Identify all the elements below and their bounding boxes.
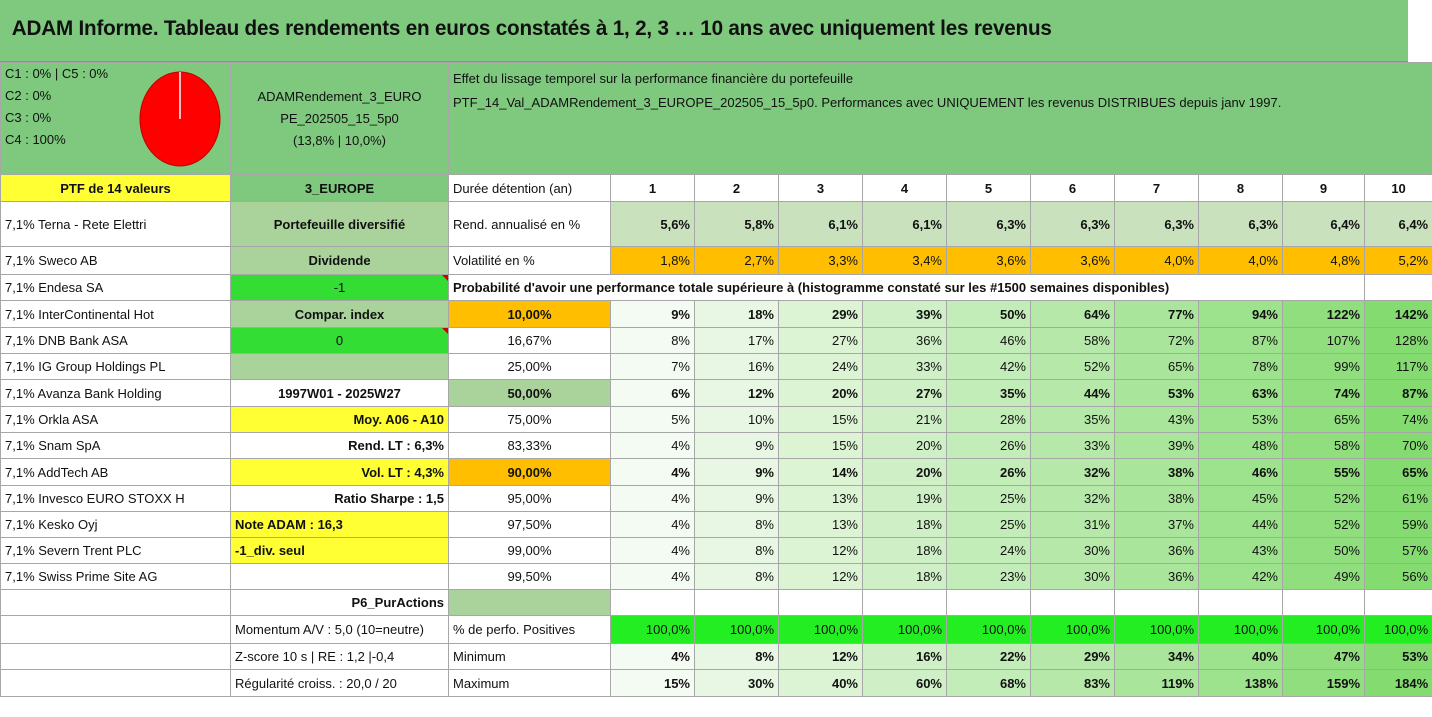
vol-value: 4,0% — [1199, 247, 1283, 275]
holding-name: 7,1% AddTech AB — [1, 459, 231, 486]
prob-value: 18% — [695, 301, 779, 328]
prob-value: 42% — [947, 354, 1031, 380]
prob-value: 117% — [1365, 354, 1432, 380]
prob-value: 52% — [1031, 354, 1115, 380]
empty-cell — [1199, 590, 1283, 616]
prob-value: 10% — [695, 407, 779, 433]
allocation-line-1: C1 : 0% | C5 : 0% — [5, 66, 109, 81]
prob-heading-row — [1, 275, 1432, 301]
holding-name: 7,1% Invesco EURO STOXX H — [1, 486, 231, 512]
prob-value: 9% — [695, 486, 779, 512]
empty-cell — [1, 590, 231, 616]
positive-value: 100,0% — [863, 616, 947, 644]
rend-value: 6,3% — [1115, 202, 1199, 247]
minimum-value: 16% — [863, 644, 947, 670]
prob-value: 58% — [1031, 328, 1115, 354]
prob-value: 39% — [1115, 433, 1199, 459]
prob-value: 29% — [779, 301, 863, 328]
diversified-label: Portefeuille diversifié — [231, 202, 449, 247]
prob-value: 20% — [779, 380, 863, 407]
minimum-value: 12% — [779, 644, 863, 670]
prob-value: 30% — [1031, 564, 1115, 590]
prob-value: 50% — [947, 301, 1031, 328]
duration-header: 9 — [1283, 175, 1365, 202]
prob-value: 6% — [611, 380, 695, 407]
duration-header: 1 — [611, 175, 695, 202]
prob-value: 44% — [1199, 512, 1283, 538]
prob-value: 43% — [1115, 407, 1199, 433]
prob-value: 27% — [863, 380, 947, 407]
probability-level: 99,00% — [449, 538, 611, 564]
empty-cell — [1, 616, 231, 644]
prob-value: 45% — [1199, 486, 1283, 512]
prob-value: 13% — [779, 486, 863, 512]
probability-level: 83,33% — [449, 433, 611, 459]
prob-value: 4% — [611, 512, 695, 538]
empty-cell — [1115, 590, 1199, 616]
positive-value: 100,0% — [947, 616, 1031, 644]
prob-row — [1, 380, 1432, 407]
prob-value: 35% — [1031, 407, 1115, 433]
header-row — [1, 63, 1432, 175]
vol-value: 1,8% — [611, 247, 695, 275]
prob-value: 44% — [1031, 380, 1115, 407]
sharpe-label: Ratio Sharpe : 1,5 — [231, 486, 449, 512]
prob-value: 36% — [1115, 538, 1199, 564]
vol-value: 4,0% — [1115, 247, 1199, 275]
regularite-label: Régularité croiss. : 20,0 / 20 — [231, 670, 449, 697]
prob-heading: Probabilité d'avoir une performance totale supérieure à (histogramme constaté sur les #1500 semaines disponibles) — [449, 275, 1365, 301]
prob-row — [1, 459, 1432, 486]
rend-value: 6,4% — [1365, 202, 1432, 247]
prob-value: 36% — [1115, 564, 1199, 590]
prob-value: 12% — [779, 538, 863, 564]
prob-value: 72% — [1115, 328, 1199, 354]
positive-value: 100,0% — [779, 616, 863, 644]
positive-row — [1, 616, 1432, 644]
prob-value: 17% — [695, 328, 779, 354]
probability-level: 75,00% — [449, 407, 611, 433]
prob-value: 38% — [1115, 459, 1199, 486]
prob-value: 58% — [1283, 433, 1365, 459]
vol-value: 3,6% — [947, 247, 1031, 275]
prob-value: 24% — [779, 354, 863, 380]
description-line-1: Effet du lissage temporel sur la performance financière du portefeuille — [453, 71, 854, 86]
empty-cell — [1, 644, 231, 670]
prob-value: 78% — [1199, 354, 1283, 380]
returns-table — [0, 62, 1432, 697]
probability-level: 16,67% — [449, 328, 611, 354]
prob-value: 87% — [1365, 380, 1432, 407]
note-adam-label: Note ADAM : 16,3 — [231, 512, 449, 538]
minimum-label: Minimum — [449, 644, 611, 670]
empty-cell — [779, 590, 863, 616]
prob-value: 25% — [947, 486, 1031, 512]
momentum-label: Momentum A/V : 5,0 (10=neutre) — [231, 616, 449, 644]
prob-value: 7% — [611, 354, 695, 380]
report-title: ADAM Informe. Tableau des rendements en euros constatés à 1, 2, 3 … 10 ans avec uniquement les revenus — [0, 0, 1408, 62]
prob-value: 46% — [947, 328, 1031, 354]
prob-value: 49% — [1283, 564, 1365, 590]
prob-value: 63% — [1199, 380, 1283, 407]
allocation-cell — [1, 63, 231, 175]
prob-value: 52% — [1283, 512, 1365, 538]
prob-value: 99% — [1283, 354, 1365, 380]
prob-value: 8% — [611, 328, 695, 354]
probability-level: 10,00% — [449, 301, 611, 328]
prob-value: 13% — [779, 512, 863, 538]
compar-index-value: 0 — [231, 328, 449, 354]
minimum-value: 34% — [1115, 644, 1199, 670]
dividende-label: Dividende — [231, 247, 449, 275]
prob-row — [1, 564, 1432, 590]
vol-value: 3,6% — [1031, 247, 1115, 275]
prob-value: 12% — [695, 380, 779, 407]
prob-value: 42% — [1199, 564, 1283, 590]
p6-label: P6_PurActions — [231, 590, 449, 616]
prob-value: 18% — [863, 512, 947, 538]
prob-value: 24% — [947, 538, 1031, 564]
prob-value: 26% — [947, 459, 1031, 486]
duration-header: 2 — [695, 175, 779, 202]
prob-value: 77% — [1115, 301, 1199, 328]
prob-row — [1, 328, 1432, 354]
minimum-value: 22% — [947, 644, 1031, 670]
vol-value: 3,3% — [779, 247, 863, 275]
prob-value: 122% — [1283, 301, 1365, 328]
holding-name: 7,1% Severn Trent PLC — [1, 538, 231, 564]
maximum-value: 40% — [779, 670, 863, 697]
duration-header: 7 — [1115, 175, 1199, 202]
empty-cell — [863, 590, 947, 616]
rend-row — [1, 202, 1432, 247]
prob-value: 14% — [779, 459, 863, 486]
prob-value: 9% — [695, 433, 779, 459]
prob-value: 53% — [1199, 407, 1283, 433]
prob-row — [1, 301, 1432, 328]
vol-label: Volatilité en % — [449, 247, 611, 275]
prob-value: 61% — [1365, 486, 1432, 512]
minimum-row — [1, 644, 1432, 670]
prob-value: 142% — [1365, 301, 1432, 328]
prob-value: 56% — [1365, 564, 1432, 590]
prob-row — [1, 407, 1432, 433]
minimum-value: 53% — [1365, 644, 1432, 670]
duration-header: 5 — [947, 175, 1031, 202]
holding-name: 7,1% Endesa SA — [1, 275, 231, 301]
prob-value: 35% — [947, 380, 1031, 407]
prob-value: 30% — [1031, 538, 1115, 564]
prob-value: 50% — [1283, 538, 1365, 564]
probability-level: 90,00% — [449, 459, 611, 486]
empty-cell — [1365, 590, 1432, 616]
dividende-value: -1 — [231, 275, 449, 301]
prob-value: 4% — [611, 538, 695, 564]
vol-value: 2,7% — [695, 247, 779, 275]
maximum-label: Maximum — [449, 670, 611, 697]
minimum-value: 4% — [611, 644, 695, 670]
prob-value: 21% — [863, 407, 947, 433]
empty-cell — [695, 590, 779, 616]
maximum-value: 68% — [947, 670, 1031, 697]
prob-value: 33% — [1031, 433, 1115, 459]
minimum-value: 29% — [1031, 644, 1115, 670]
prob-value: 36% — [863, 328, 947, 354]
rend-value: 6,3% — [947, 202, 1031, 247]
rend-value: 5,8% — [695, 202, 779, 247]
fund-name-line-2: PE_202505_15_5p0 — [280, 110, 399, 126]
probability-level: 97,50% — [449, 512, 611, 538]
prob-value: 57% — [1365, 538, 1432, 564]
prob-row — [1, 538, 1432, 564]
prob-value: 15% — [779, 433, 863, 459]
prob-value: 32% — [1031, 459, 1115, 486]
holding-name: 7,1% IG Group Holdings PL — [1, 354, 231, 380]
maximum-value: 184% — [1365, 670, 1432, 697]
moy-label: Moy. A06 - A10 — [231, 407, 449, 433]
positive-value: 100,0% — [1365, 616, 1432, 644]
positive-label: % de perfo. Positives — [449, 616, 611, 644]
minimum-value: 40% — [1199, 644, 1283, 670]
duration-header: 6 — [1031, 175, 1115, 202]
prob-value: 9% — [611, 301, 695, 328]
ptf-label: PTF de 14 valeurs — [1, 175, 231, 202]
compar-index-label: Compar. index — [231, 301, 449, 328]
prob-value: 18% — [863, 538, 947, 564]
maximum-value: 15% — [611, 670, 695, 697]
prob-value: 94% — [1199, 301, 1283, 328]
prob-value: 8% — [695, 512, 779, 538]
vol-value: 5,2% — [1365, 247, 1432, 275]
description-cell — [449, 63, 1432, 175]
empty-cell — [449, 590, 611, 616]
holding-name: 7,1% Sweco AB — [1, 247, 231, 275]
rend-value: 6,3% — [1031, 202, 1115, 247]
prob-value: 28% — [947, 407, 1031, 433]
prob-value: 74% — [1283, 380, 1365, 407]
allocation-pie-chart — [137, 69, 223, 169]
prob-value: 32% — [1031, 486, 1115, 512]
prob-value: 37% — [1115, 512, 1199, 538]
duration-header: 3 — [779, 175, 863, 202]
empty-cell — [1, 670, 231, 697]
prob-value: 31% — [1031, 512, 1115, 538]
prob-value: 33% — [863, 354, 947, 380]
prob-value: 8% — [695, 538, 779, 564]
probability-level: 25,00% — [449, 354, 611, 380]
prob-value: 20% — [863, 433, 947, 459]
zscore-label: Z-score 10 s | RE : 1,2 |-0,4 — [231, 644, 449, 670]
prob-value: 4% — [611, 564, 695, 590]
rend-lt-label: Rend. LT : 6,3% — [231, 433, 449, 459]
positive-value: 100,0% — [1199, 616, 1283, 644]
prob-value: 5% — [611, 407, 695, 433]
prob-value: 23% — [947, 564, 1031, 590]
prob-value: 9% — [695, 459, 779, 486]
prob-value: 27% — [779, 328, 863, 354]
prob-value: 52% — [1283, 486, 1365, 512]
maximum-value: 119% — [1115, 670, 1199, 697]
prob-value: 19% — [863, 486, 947, 512]
empty-info-cell — [231, 564, 449, 590]
vol-value: 4,8% — [1283, 247, 1365, 275]
holding-name: 7,1% Orkla ASA — [1, 407, 231, 433]
prob-value: 38% — [1115, 486, 1199, 512]
prob-value: 65% — [1283, 407, 1365, 433]
rend-value: 6,3% — [1199, 202, 1283, 247]
prob-value: 74% — [1365, 407, 1432, 433]
prob-value: 53% — [1115, 380, 1199, 407]
prob-value: 20% — [863, 459, 947, 486]
prob-value: 64% — [1031, 301, 1115, 328]
prob-value: 8% — [695, 564, 779, 590]
rend-value: 6,1% — [779, 202, 863, 247]
maximum-value: 138% — [1199, 670, 1283, 697]
rend-value: 6,1% — [863, 202, 947, 247]
prob-value: 26% — [947, 433, 1031, 459]
prob-row — [1, 433, 1432, 459]
empty-cell — [1365, 275, 1432, 301]
fund-name-cell — [231, 63, 449, 175]
holding-name: 7,1% Avanza Bank Holding — [1, 380, 231, 407]
allocation-line-3: C3 : 0% — [5, 110, 52, 125]
prob-value: 4% — [611, 459, 695, 486]
vol-value: 3,4% — [863, 247, 947, 275]
prob-value: 4% — [611, 486, 695, 512]
duration-header: 10 — [1365, 175, 1432, 202]
rend-label: Rend. annualisé en % — [449, 202, 611, 247]
allocation-line-4: C4 : 100% — [5, 132, 66, 147]
prob-value: 65% — [1365, 459, 1432, 486]
prob-row — [1, 354, 1432, 380]
minimum-value: 8% — [695, 644, 779, 670]
prob-row — [1, 486, 1432, 512]
positive-value: 100,0% — [1031, 616, 1115, 644]
prob-value: 43% — [1199, 538, 1283, 564]
rend-value: 6,4% — [1283, 202, 1365, 247]
prob-value: 128% — [1365, 328, 1432, 354]
prob-value: 59% — [1365, 512, 1432, 538]
holding-name: 7,1% DNB Bank ASA — [1, 328, 231, 354]
duration-header: 4 — [863, 175, 947, 202]
prob-value: 46% — [1199, 459, 1283, 486]
durations-row — [1, 175, 1432, 202]
maximum-value: 159% — [1283, 670, 1365, 697]
region-label: 3_EUROPE — [231, 175, 449, 202]
maximum-value: 83% — [1031, 670, 1115, 697]
prob-value: 16% — [695, 354, 779, 380]
prob-value: 15% — [779, 407, 863, 433]
prob-value: 65% — [1115, 354, 1199, 380]
holding-name: 7,1% Terna - Rete Elettri — [1, 202, 231, 247]
prob-value: 4% — [611, 433, 695, 459]
empty-cell — [1283, 590, 1365, 616]
prob-value: 18% — [863, 564, 947, 590]
positive-value: 100,0% — [695, 616, 779, 644]
prob-value: 70% — [1365, 433, 1432, 459]
prob-value: 87% — [1199, 328, 1283, 354]
description-line-2: PTF_14_Val_ADAMRendement_3_EUROPE_202505_15_5p0. Performances avec UNIQUEMENT les revenus DISTRIBUES depuis janv 1997. — [453, 95, 1282, 110]
p6-row — [1, 590, 1432, 616]
positive-value: 100,0% — [1115, 616, 1199, 644]
prob-value: 39% — [863, 301, 947, 328]
empty-cell — [947, 590, 1031, 616]
prob-value: 107% — [1283, 328, 1365, 354]
prob-value: 55% — [1283, 459, 1365, 486]
probability-level: 95,00% — [449, 486, 611, 512]
prob-value: 25% — [947, 512, 1031, 538]
positive-value: 100,0% — [1283, 616, 1365, 644]
duration-label: Durée détention (an) — [449, 175, 611, 202]
probability-level: 99,50% — [449, 564, 611, 590]
vol-row — [1, 247, 1432, 275]
allocation-line-2: C2 : 0% — [5, 88, 52, 103]
vol-lt-label: Vol. LT : 4,3% — [231, 459, 449, 486]
duration-header: 8 — [1199, 175, 1283, 202]
holding-name: 7,1% Kesko Oyj — [1, 512, 231, 538]
fund-name-line-1: ADAMRendement_3_EURO — [257, 88, 422, 104]
maximum-row — [1, 670, 1432, 697]
prob-value: 12% — [779, 564, 863, 590]
positive-value: 100,0% — [611, 616, 695, 644]
empty-cell — [1031, 590, 1115, 616]
empty-cell — [611, 590, 695, 616]
empty-info-cell — [231, 354, 449, 380]
holding-name: 7,1% InterContinental Hot — [1, 301, 231, 328]
period-label: 1997W01 - 2025W27 — [231, 380, 449, 407]
minimum-value: 47% — [1283, 644, 1365, 670]
prob-row — [1, 512, 1432, 538]
rend-value: 5,6% — [611, 202, 695, 247]
holding-name: 7,1% Swiss Prime Site AG — [1, 564, 231, 590]
probability-level: 50,00% — [449, 380, 611, 407]
fund-stats: (13,8% | 10,0%) — [293, 132, 386, 148]
maximum-value: 30% — [695, 670, 779, 697]
prob-value: 48% — [1199, 433, 1283, 459]
div-seul-label: -1_div. seul — [231, 538, 449, 564]
maximum-value: 60% — [863, 670, 947, 697]
holding-name: 7,1% Snam SpA — [1, 433, 231, 459]
